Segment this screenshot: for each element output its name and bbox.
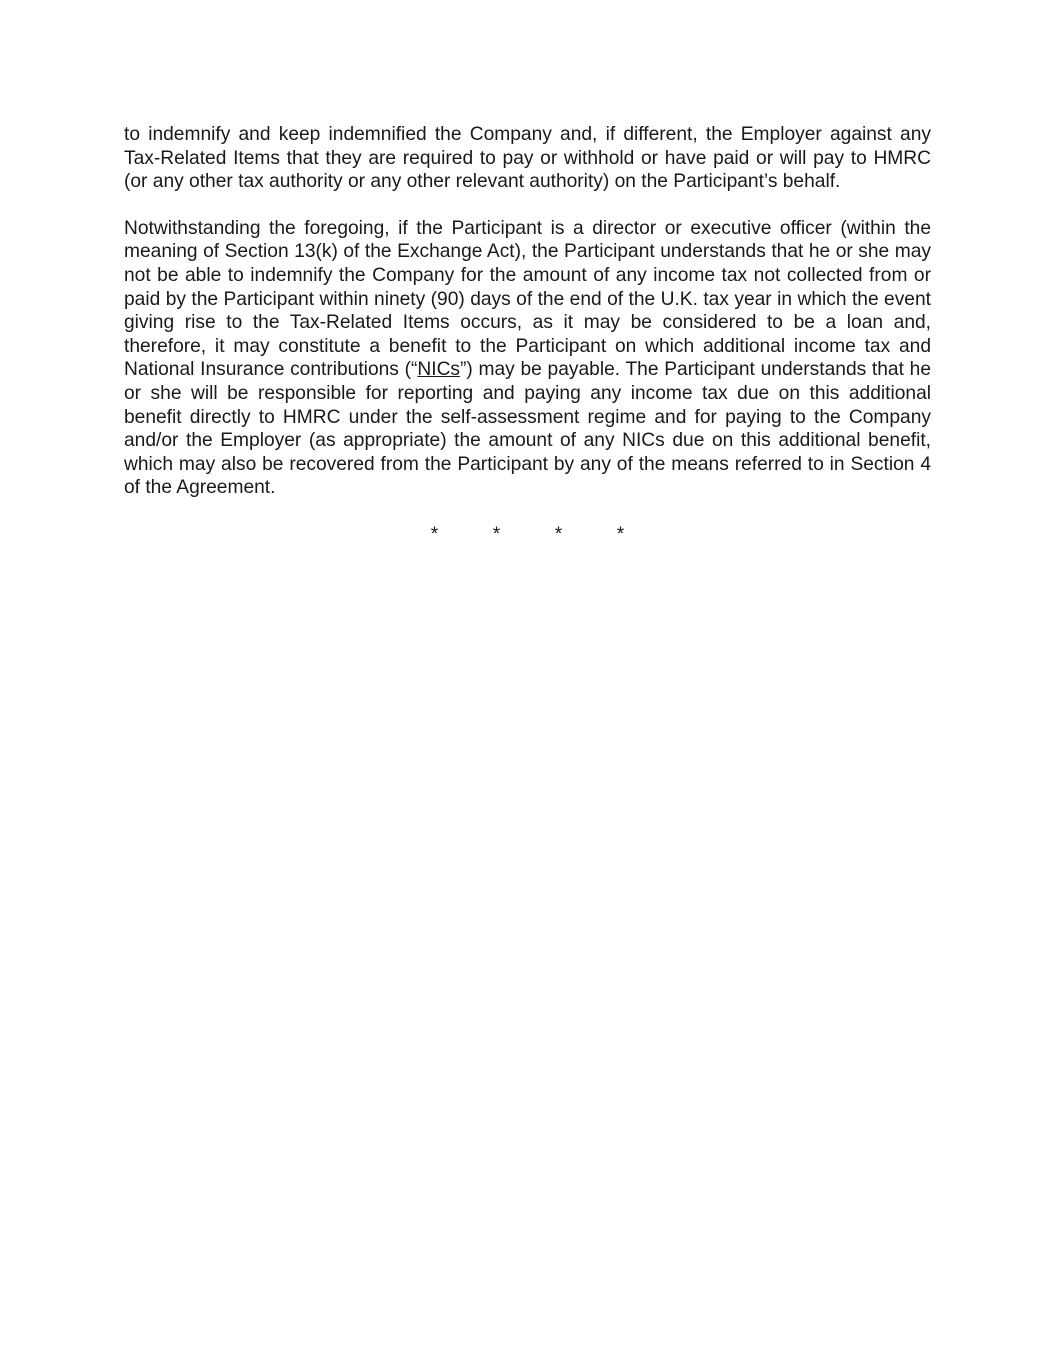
paragraph-indemnity: to indemnify and keep indemnified the Company and, if different, the Employer against any Tax-Related Items that they are required to pay or withhold or have paid or will pay to HMRC (or any other tax authority or any other relevant authority) on the Participant’s behalf.: [124, 124, 931, 193]
paragraph-director-loan-text-after: ”) may be payable. The Participant understands that he or she will be responsible for reporting and paying any income tax due on this additional benefit directly to HMRC under the self-assessment regime and for paying to the Company and/or the Employer (as appropriate) the amount of any NICs due on this additional benefit, which may also be recovered from the Participant by any of the means referred to in Section 4 of the Agreement.: [124, 359, 931, 499]
document-body: [124, 123, 931, 547]
separator-asterisk: *: [492, 523, 501, 545]
separator-asterisk: *: [616, 523, 625, 545]
paragraph-director-loan-text-before: Notwithstanding the foregoing, if the Participant is a director or executive officer (within the meaning of Section 13(k) of the Exchange Act), the Participant understands that he or she may not be able to indemnify the Company for the amount of any income tax not collected from or paid by the Participant within ninety (90) days of the end of the U.K. tax year in which the event giving rise to the Tax-Related Items occurs, as it may be considered to be a loan and, therefore, it may constitute a benefit to the Participant on which additional income tax and National Insurance contributions (“: [124, 217, 931, 381]
paragraph-director-loan: [124, 217, 931, 500]
separator-asterisk: *: [554, 523, 563, 545]
section-separator: [124, 523, 931, 547]
defined-term-nics: NICs: [417, 359, 461, 381]
separator-asterisk: *: [430, 523, 439, 545]
